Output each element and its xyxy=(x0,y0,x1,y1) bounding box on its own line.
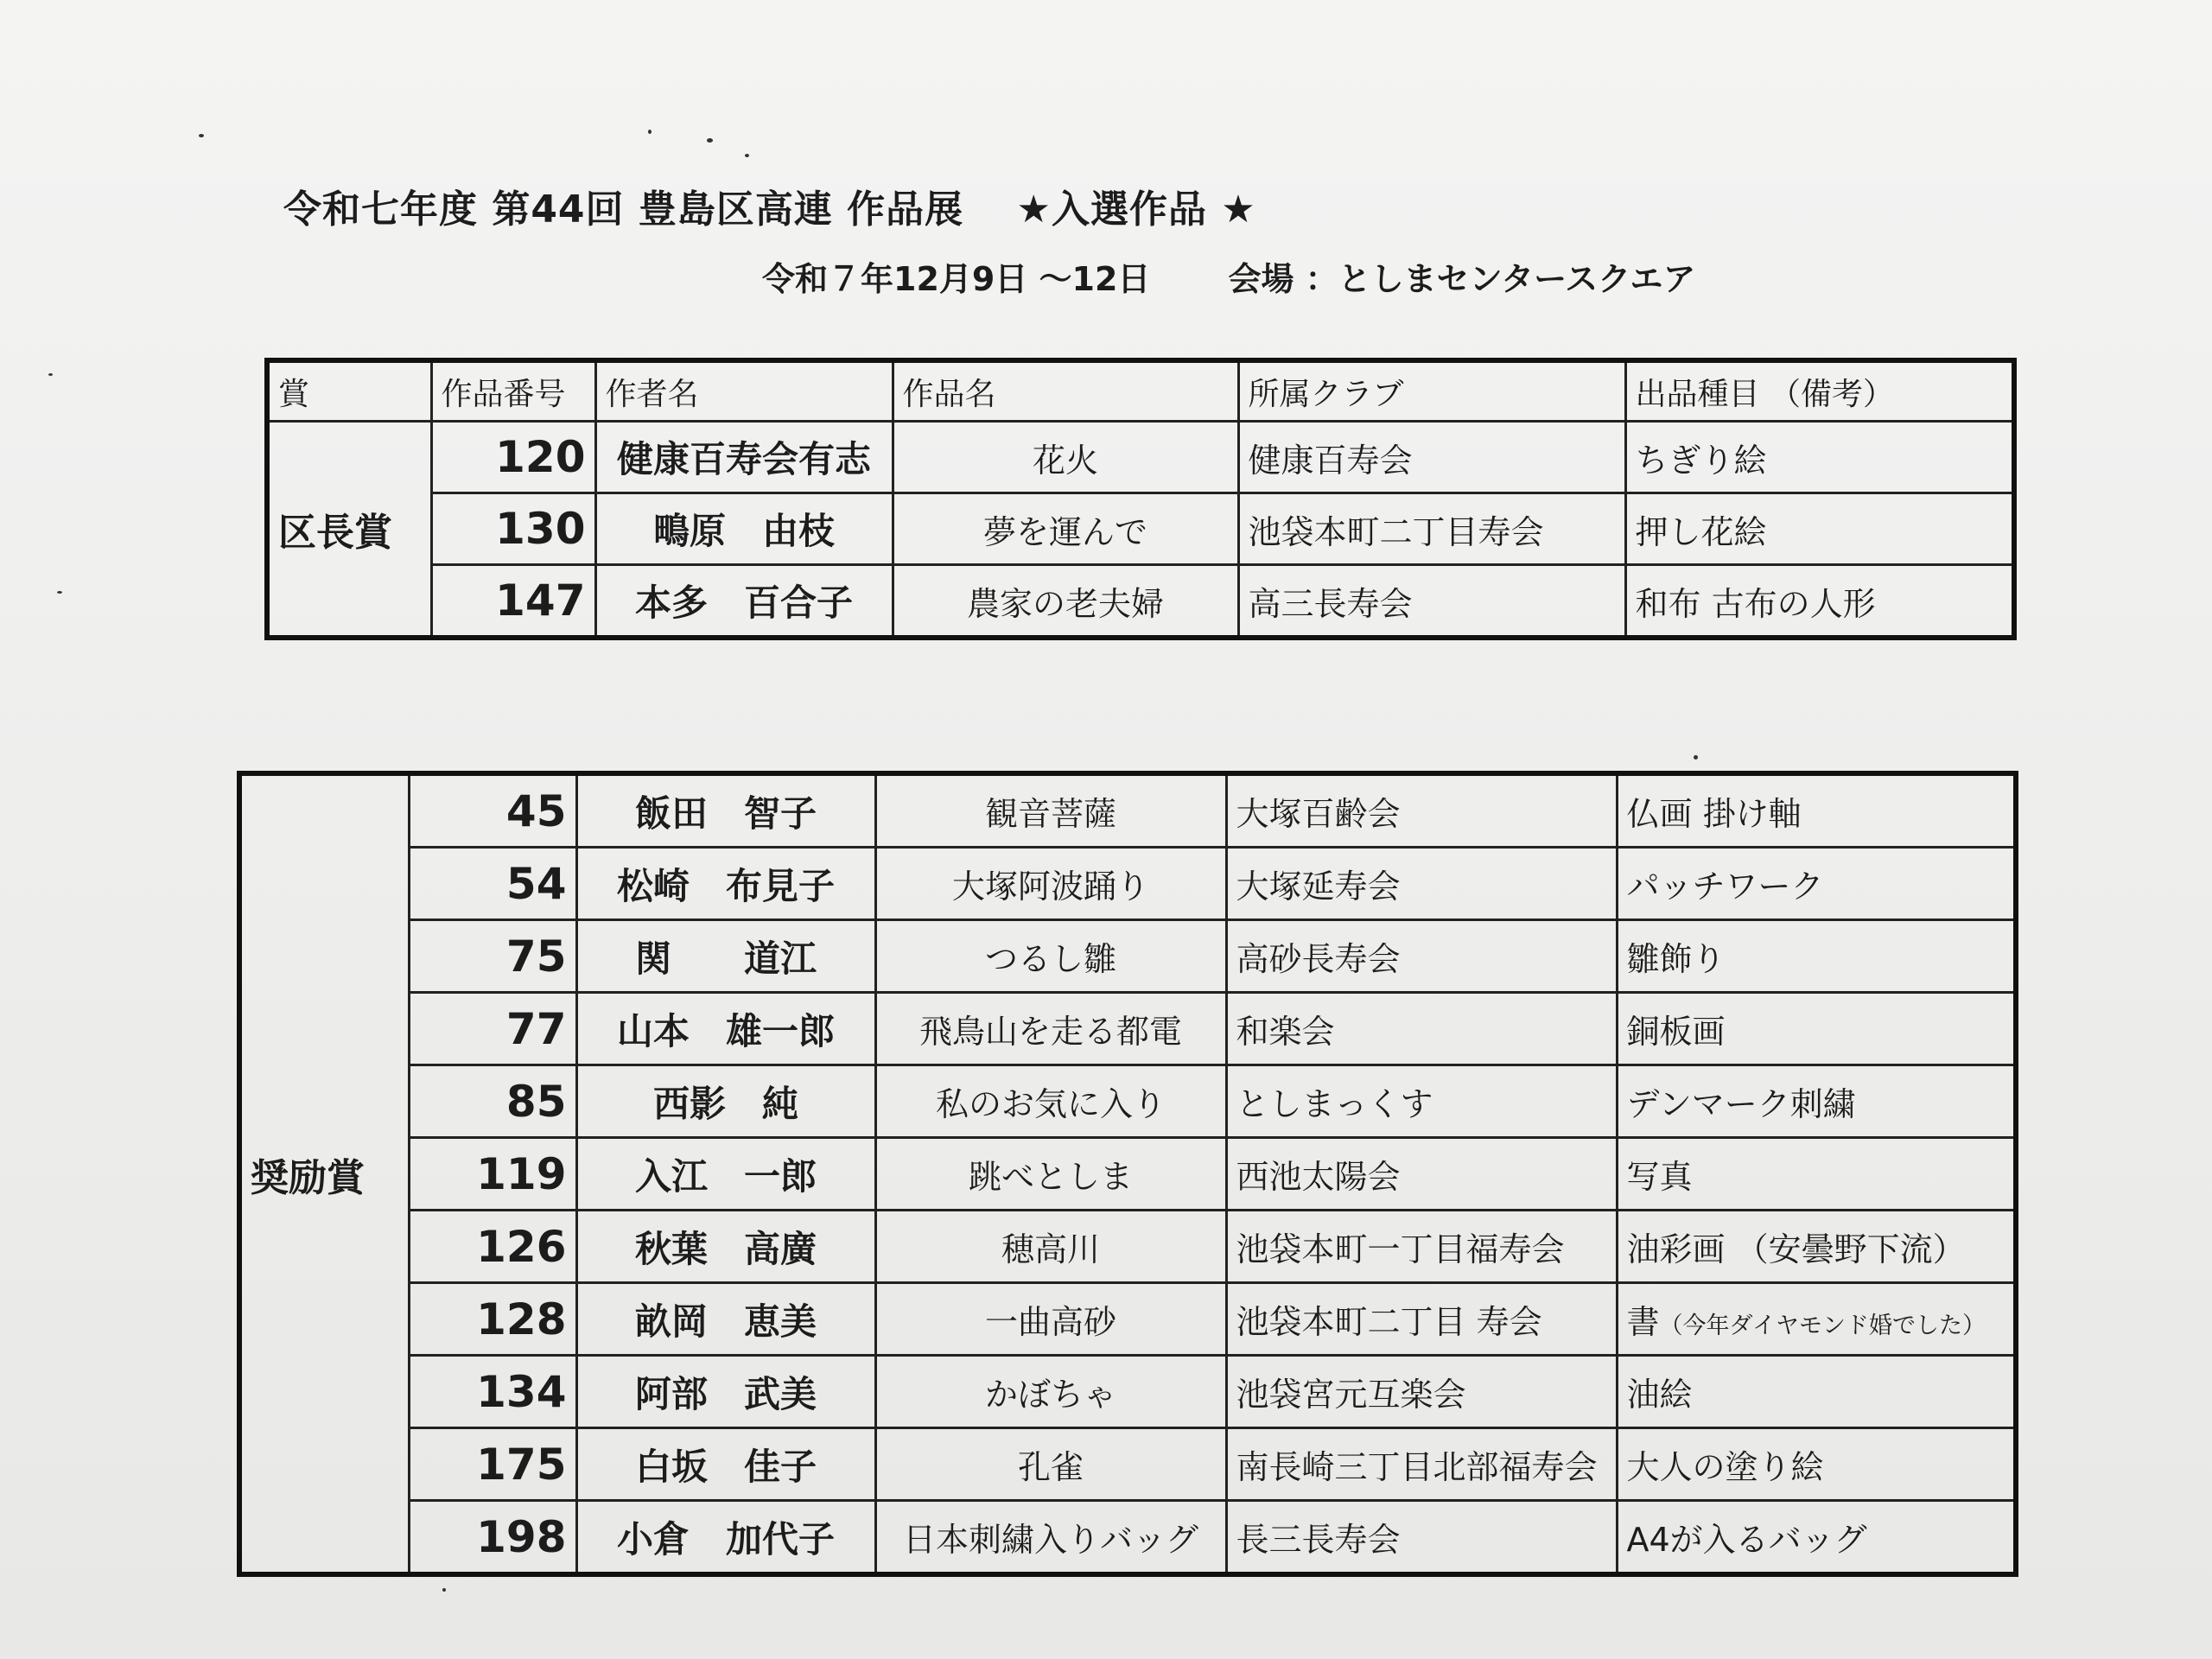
author-name: 山本 雄一郎 xyxy=(576,993,875,1065)
work-title: 一曲高砂 xyxy=(875,1283,1226,1356)
club-name: 高三長寿会 xyxy=(1238,565,1625,639)
category: 写真 xyxy=(1617,1138,2016,1211)
work-title: 農家の老夫婦 xyxy=(893,565,1238,639)
author-name: 入江 一郎 xyxy=(576,1138,875,1211)
mayor-award-label: 区長賞 xyxy=(267,422,431,639)
table-row xyxy=(239,1211,2016,1283)
table-row xyxy=(239,1065,2016,1138)
author-name: 阿部 武美 xyxy=(576,1356,875,1428)
work-number: 126 xyxy=(409,1211,576,1283)
category: 銅板画 xyxy=(1617,993,2016,1065)
work-title: 観音菩薩 xyxy=(875,773,1226,848)
event-dates: 令和７年12月9日 〜12日 xyxy=(762,260,1151,298)
work-number: 75 xyxy=(409,920,576,993)
table-row xyxy=(239,1501,2016,1575)
author-name: 西影 純 xyxy=(576,1065,875,1138)
work-number: 85 xyxy=(409,1065,576,1138)
table-row xyxy=(239,1428,2016,1501)
work-number: 128 xyxy=(409,1283,576,1356)
work-title: 日本刺繍入りバッグ xyxy=(875,1501,1226,1575)
header-number: 作品番号 xyxy=(431,360,595,422)
work-number: 54 xyxy=(409,848,576,920)
paper-speck xyxy=(442,1588,446,1592)
table-row xyxy=(239,993,2016,1065)
table-row xyxy=(239,920,2016,993)
work-number: 45 xyxy=(409,773,576,848)
category xyxy=(1617,1283,2016,1356)
club-name: 健康百寿会 xyxy=(1238,422,1625,493)
author-name: 小倉 加代子 xyxy=(576,1501,875,1575)
header-author: 作者名 xyxy=(595,360,893,422)
category: デンマーク刺繍 xyxy=(1617,1065,2016,1138)
table-row xyxy=(239,773,2016,848)
club-name: 池袋本町二丁目 寿会 xyxy=(1226,1283,1617,1356)
table-row xyxy=(239,1283,2016,1356)
work-title: 穂高川 xyxy=(875,1211,1226,1283)
header-category: 出品種目 （備考） xyxy=(1625,360,2014,422)
author-name: 関 道江 xyxy=(576,920,875,993)
author-name: 秋葉 高廣 xyxy=(576,1211,875,1283)
event-info xyxy=(762,252,1696,300)
work-title: 大塚阿波踊り xyxy=(875,848,1226,920)
author-name: 健康百寿会有志 xyxy=(595,422,893,493)
encouragement-award-table xyxy=(237,771,2018,1577)
table-row xyxy=(239,1356,2016,1428)
work-number: 198 xyxy=(409,1501,576,1575)
header-club: 所属クラブ xyxy=(1238,360,1625,422)
table-row xyxy=(267,493,2014,565)
club-name: 長三長寿会 xyxy=(1226,1501,1617,1575)
work-title: つるし雛 xyxy=(875,920,1226,993)
work-number: 175 xyxy=(409,1428,576,1501)
header-prize: 賞 xyxy=(267,360,431,422)
work-title: かぼちゃ xyxy=(875,1356,1226,1428)
event-venue: 会場 ：としまセンタースクエア xyxy=(1228,260,1696,298)
work-title: 夢を運んで xyxy=(893,493,1238,565)
paper-speck xyxy=(707,138,713,143)
author-name: 本多 百合子 xyxy=(595,565,893,639)
category: 油絵 xyxy=(1617,1356,2016,1428)
work-number: 147 xyxy=(431,565,595,639)
author-name: 白坂 佳子 xyxy=(576,1428,875,1501)
work-title: 飛鳥山を走る都電 xyxy=(875,993,1226,1065)
paper-speck xyxy=(745,154,749,157)
paper-speck xyxy=(199,134,204,137)
category: A4が入るバッグ xyxy=(1617,1501,2016,1575)
work-number: 134 xyxy=(409,1356,576,1428)
club-name: 大塚延寿会 xyxy=(1226,848,1617,920)
category: 押し花絵 xyxy=(1625,493,2014,565)
encouragement-award-label: 奨励賞 xyxy=(239,773,409,1574)
category: 仏画 掛け軸 xyxy=(1617,773,2016,848)
club-name: 池袋宮元互楽会 xyxy=(1226,1356,1617,1428)
work-number: 120 xyxy=(431,422,595,493)
work-title: 私のお気に入り xyxy=(875,1065,1226,1138)
table-row xyxy=(239,1138,2016,1211)
club-name: 和楽会 xyxy=(1226,993,1617,1065)
table-row xyxy=(267,565,2014,639)
paper-speck xyxy=(1694,755,1698,760)
work-title: 花火 xyxy=(893,422,1238,493)
category-note: （今年ダイヤモンド婚でした） xyxy=(1659,1313,1986,1339)
work-number: 77 xyxy=(409,993,576,1065)
category-main: 書 xyxy=(1626,1303,1660,1341)
author-name: 松崎 布見子 xyxy=(576,848,875,920)
category: 雛飾り xyxy=(1617,920,2016,993)
work-title: 跳べとしま xyxy=(875,1138,1226,1211)
category: 和布 古布の人形 xyxy=(1625,565,2014,639)
club-name: 池袋本町二丁目寿会 xyxy=(1238,493,1625,565)
work-number: 119 xyxy=(409,1138,576,1211)
category: パッチワーク xyxy=(1617,848,2016,920)
header-work: 作品名 xyxy=(893,360,1238,422)
work-number: 130 xyxy=(431,493,595,565)
paper-speck xyxy=(48,373,53,376)
category: 油彩画 （安曇野下流） xyxy=(1617,1211,2016,1283)
club-name: 西池太陽会 xyxy=(1226,1138,1617,1211)
table-row xyxy=(267,422,2014,493)
club-name: 南長崎三丁目北部福寿会 xyxy=(1226,1428,1617,1501)
author-name: 鴫原 由枝 xyxy=(595,493,893,565)
author-name: 飯田 智子 xyxy=(576,773,875,848)
paper-speck xyxy=(648,130,652,134)
table-row xyxy=(239,848,2016,920)
category: 大人の塗り絵 xyxy=(1617,1428,2016,1501)
category: ちぎり絵 xyxy=(1625,422,2014,493)
club-name: 大塚百齢会 xyxy=(1226,773,1617,848)
club-name: としまっくす xyxy=(1226,1065,1617,1138)
mayor-award-table xyxy=(264,358,2017,640)
author-name: 畝岡 恵美 xyxy=(576,1283,875,1356)
club-name: 高砂長寿会 xyxy=(1226,920,1617,993)
club-name: 池袋本町一丁目福寿会 xyxy=(1226,1211,1617,1283)
paper-speck xyxy=(57,591,62,594)
work-title: 孔雀 xyxy=(875,1428,1226,1501)
table-header-row xyxy=(267,360,2014,422)
document-title: 令和七年度 第44回 豊島区高連 作品展 ★入選作品 ★ xyxy=(283,188,1256,232)
